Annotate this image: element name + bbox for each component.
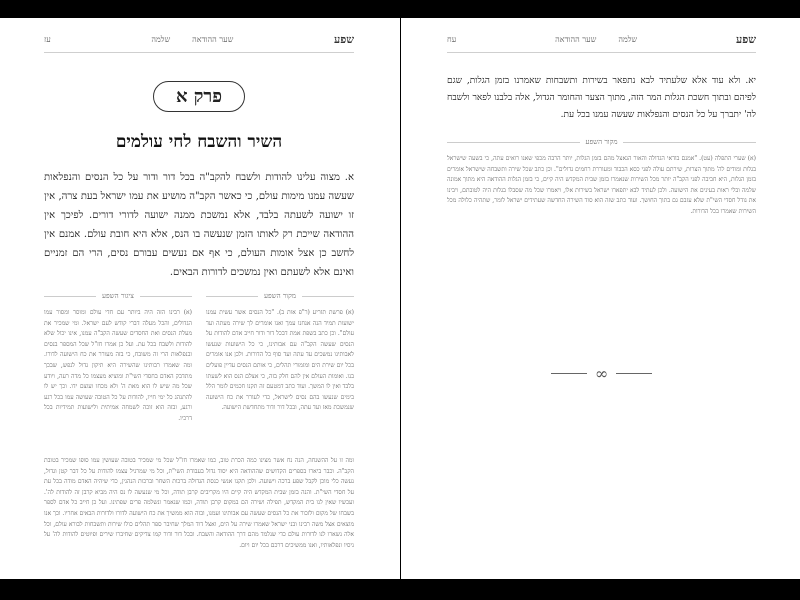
header-gate: שער ההודאה bbox=[192, 34, 234, 44]
end-divider bbox=[447, 364, 756, 383]
source-section-title bbox=[447, 138, 756, 146]
page-header bbox=[447, 32, 756, 53]
book-title: שפע bbox=[736, 32, 756, 46]
left-page bbox=[0, 18, 400, 579]
header-section: שלמה bbox=[151, 34, 171, 44]
page-header bbox=[44, 32, 354, 53]
divider-line bbox=[616, 373, 652, 374]
page-number: עח bbox=[447, 34, 457, 44]
footnote-continuation: ומה זו על ההשגחה, הנה נח אשר מצינו כמה הכרת טוב, כמו שאמרו חז"ל שכל מי שמכיר בטובה שעושין עמו סופו שמכיר בטובת הקב"ה. וכבר ביארו בספרים הקדושים שההודאה היא יסוד גדול בעבודת השי"ת, וכל מי שמרגיל עצמו להודות על כל דבר קטן וגדול, נעשה כלי מוכן לקבל שפע ברכה וישועה. ולכן תקנו אנשי כנסת הגדולה ברכות השחר וברכות הנהנין, כדי שיהיה האדם מודה בכל עת על חסדי השי"ת. והנה בזמן שבית המקדש היה קיים היו מקריבים קרבן תודה, וכל מי שנעשה לו נס היה מביא קרבן זה להודות לה'. ועכשיו שאין לנו בית המקדש, תפילה ושירה הם במקום קרבן תודה, וכמו שנאמר ונשלמה פרים שפתינו. ועל כן חייב כל אדם לספר בשבחו של מקום ולזכור את כל הנסים שעשה עם אבותינו ועמנו, ובזה הוא ממשיך את כח הישועה לדורו ולדורות הבאים אחריו. וכך אנו מוצאים אצל משה רבינו ובני ישראל שאמרו שירה על הים, ואצל דוד המלך שחיבר ספר תהלים כולו שירות ותשבחות לבורא עולם, וכל אלה נשארו לנו לדורות עולם כדי שנלמד מהם דרך ההודאה והשבח. ובכל דור ודור קמו צדיקים שחיברו שירים ופיוטים להודות לה' על ניסיו ונפלאותיו, ואנו ממשיכים דרכם בכל יום ויום. bbox=[44, 457, 354, 549]
header-center bbox=[151, 35, 233, 44]
commentary-column-text: (א) רבינו הזה היה ביותר עם חדי עולם ומוסר ומסור עמו הגדולים, והכל מעלה דברי קודש לעם ישראל. ומי שמכיר את מעלת הנסים ואת החסדים שעשה הקב"ה עמנו, אינו יכול שלא להודות ולשבח בכל עת. ועל כן אמרו חז"ל שכל המספר בנסים ובנפלאות הרי זה משובח, כי בזה מעורר את כח הישועה לדורו. ומה שאמרו רבותינו שהשירה היא תיקון גדול לנפש, שבכך מתדבק האדם בחסדי השי"ת ומוציא מעצמו כל מדה רעה, ויודע שכל מה שיש לו הוא מאת ה' ולא מכחו ועוצם ידו. וכך יש לו להתנהג כל ימי חייו, להודות על כל הטובה שעושה עמו בכל רגע ורגע, ובזה הוא זוכה לשמחה אמיתית ולישועות תמידיות בכל דרכיו. bbox=[44, 309, 192, 422]
header-section: שלמה bbox=[618, 34, 638, 44]
infinity-ornament-icon: ∞ bbox=[594, 364, 609, 383]
source-section-label: מקור השפע bbox=[585, 138, 618, 146]
footnote-columns bbox=[44, 292, 354, 452]
footnote-column-commentary bbox=[44, 292, 192, 452]
song-title: השיר והשבח לחי עולמים bbox=[115, 132, 283, 152]
source-section-title bbox=[206, 292, 354, 300]
main-paragraph: א. מצוה עלינו להודות ולשבח להקב"ה בכל דור ודור על כל הנסים והנפלאות שעשה עמנו מימות עולם, כי כאשר הקב"ה מושיע את עמו ישראל בעת צרה, אין זו ישועה לשעתה בלבד, אלא נמשכת ממנה ישועה לדורי דורים. לפיכך אין ההודאה שייכת רק לאותו הזמן שנעשה בו הנס, אלא היא חובת עולם. אמנם אין לחשב כן אצל אומות העולם, כי אף אם נעשים עבורם נסים, הרי הם זמניים ואינם אלא לשעתם ואין נמשכים לדורות הבאים. bbox=[44, 172, 354, 278]
book-title: שפע bbox=[334, 32, 354, 46]
right-page bbox=[401, 18, 800, 579]
divider-line bbox=[551, 373, 587, 374]
source-notes: (א) שערי התפלה (עט). "אמנם בודאי הגדולה והאור הנאצל מהם בזמן הגלות, יותר הרבה מכפי שאנו רואים עתה, כי בשעה שישראל בגלות ומודים לה' מתוך הצרות, שירתם עולה לפני כסא הכבוד ומעוררת רחמים גדולים". וכן כתב שכל שירה ותשבחה שישראל אומרים בזמן הגלות, היא חביבה לפני הקב"ה יותר מכל השירות שנאמרו בזמן שבית המקדש היה קיים, כי בזמן הגלות ההודאה היא מתוך אמונה שלמה ובלי ראות בעינים את הישועה. ולכן לעתיד לבא יתפארו ישראל בשירות אלו, ויאמרו שכל מה שסבלו בגלות היה לטובתם, ויבינו את גודל חסדי השי"ת שלא עזבם גם בתוך החושך. ועוד כתב שזה הוא סוד השירה החדשה שעתידים ישראל לומר, שתהיה כלולה מכל השירות שאמרו בכל הדורות. bbox=[447, 155, 756, 215]
main-paragraph: יא. ולא עוד אלא שלעתיד לבא נתפאר בשירות ותשבחות שאמרנו בזמן הגלות, שגם לפיהם ובתוך חשכת הגלות המר הזה, מתוך הצער והחומר הגדול, אלה בלבנו לפאר ולשבח לה' יתברך על כל הנסים והנפלאות שעשה עמנו בכל עת. bbox=[447, 76, 756, 120]
header-gate: שער ההודאה bbox=[555, 34, 597, 44]
header-center bbox=[555, 35, 637, 44]
commentary-section-label: ציגור השפע bbox=[102, 292, 134, 300]
chapter-label: פרק א bbox=[153, 81, 245, 112]
source-section-label: מקור השפע bbox=[264, 292, 296, 300]
chapter-heading bbox=[44, 81, 354, 112]
source-column-text: (א) פרשת תזריע (ר"פ אות ב). "כל הנסים אשר עשית עמנו ישועות תמיד הנה אנחנו עמך ואנו אומרים לך שירה מעתה ועד עולם". וכן כתב בשפת אמת דבכל דור ודור חייב אדם להודות על הנסים שעשה הקב"ה עם אבותינו, כי כל הישועות שנעשו לאבותינו נמשכים עד עתה ועד סוף כל הדורות. ולכן אנו אומרים בכל יום שירת הים ומזמורי תהלים, כי אותם הנסים עדיין פועלים בנו. ואומות העולם אין להם חלק בזה, כי אצלם הנס הוא לשעתו בלבד ואין לו המשך. ועוד כתב דמטעם זה תקנו חכמים לומר הלל בימים שנעשו בהם נסים לישראל, כדי לעורר את כח הישועה שנמשכת מאז ועד עתה, ובכל דור ודור מתחדשת הישועה. bbox=[206, 309, 354, 412]
commentary-section-title bbox=[44, 292, 192, 300]
page-number: עז bbox=[44, 34, 51, 44]
footnote-column-source bbox=[206, 292, 354, 452]
